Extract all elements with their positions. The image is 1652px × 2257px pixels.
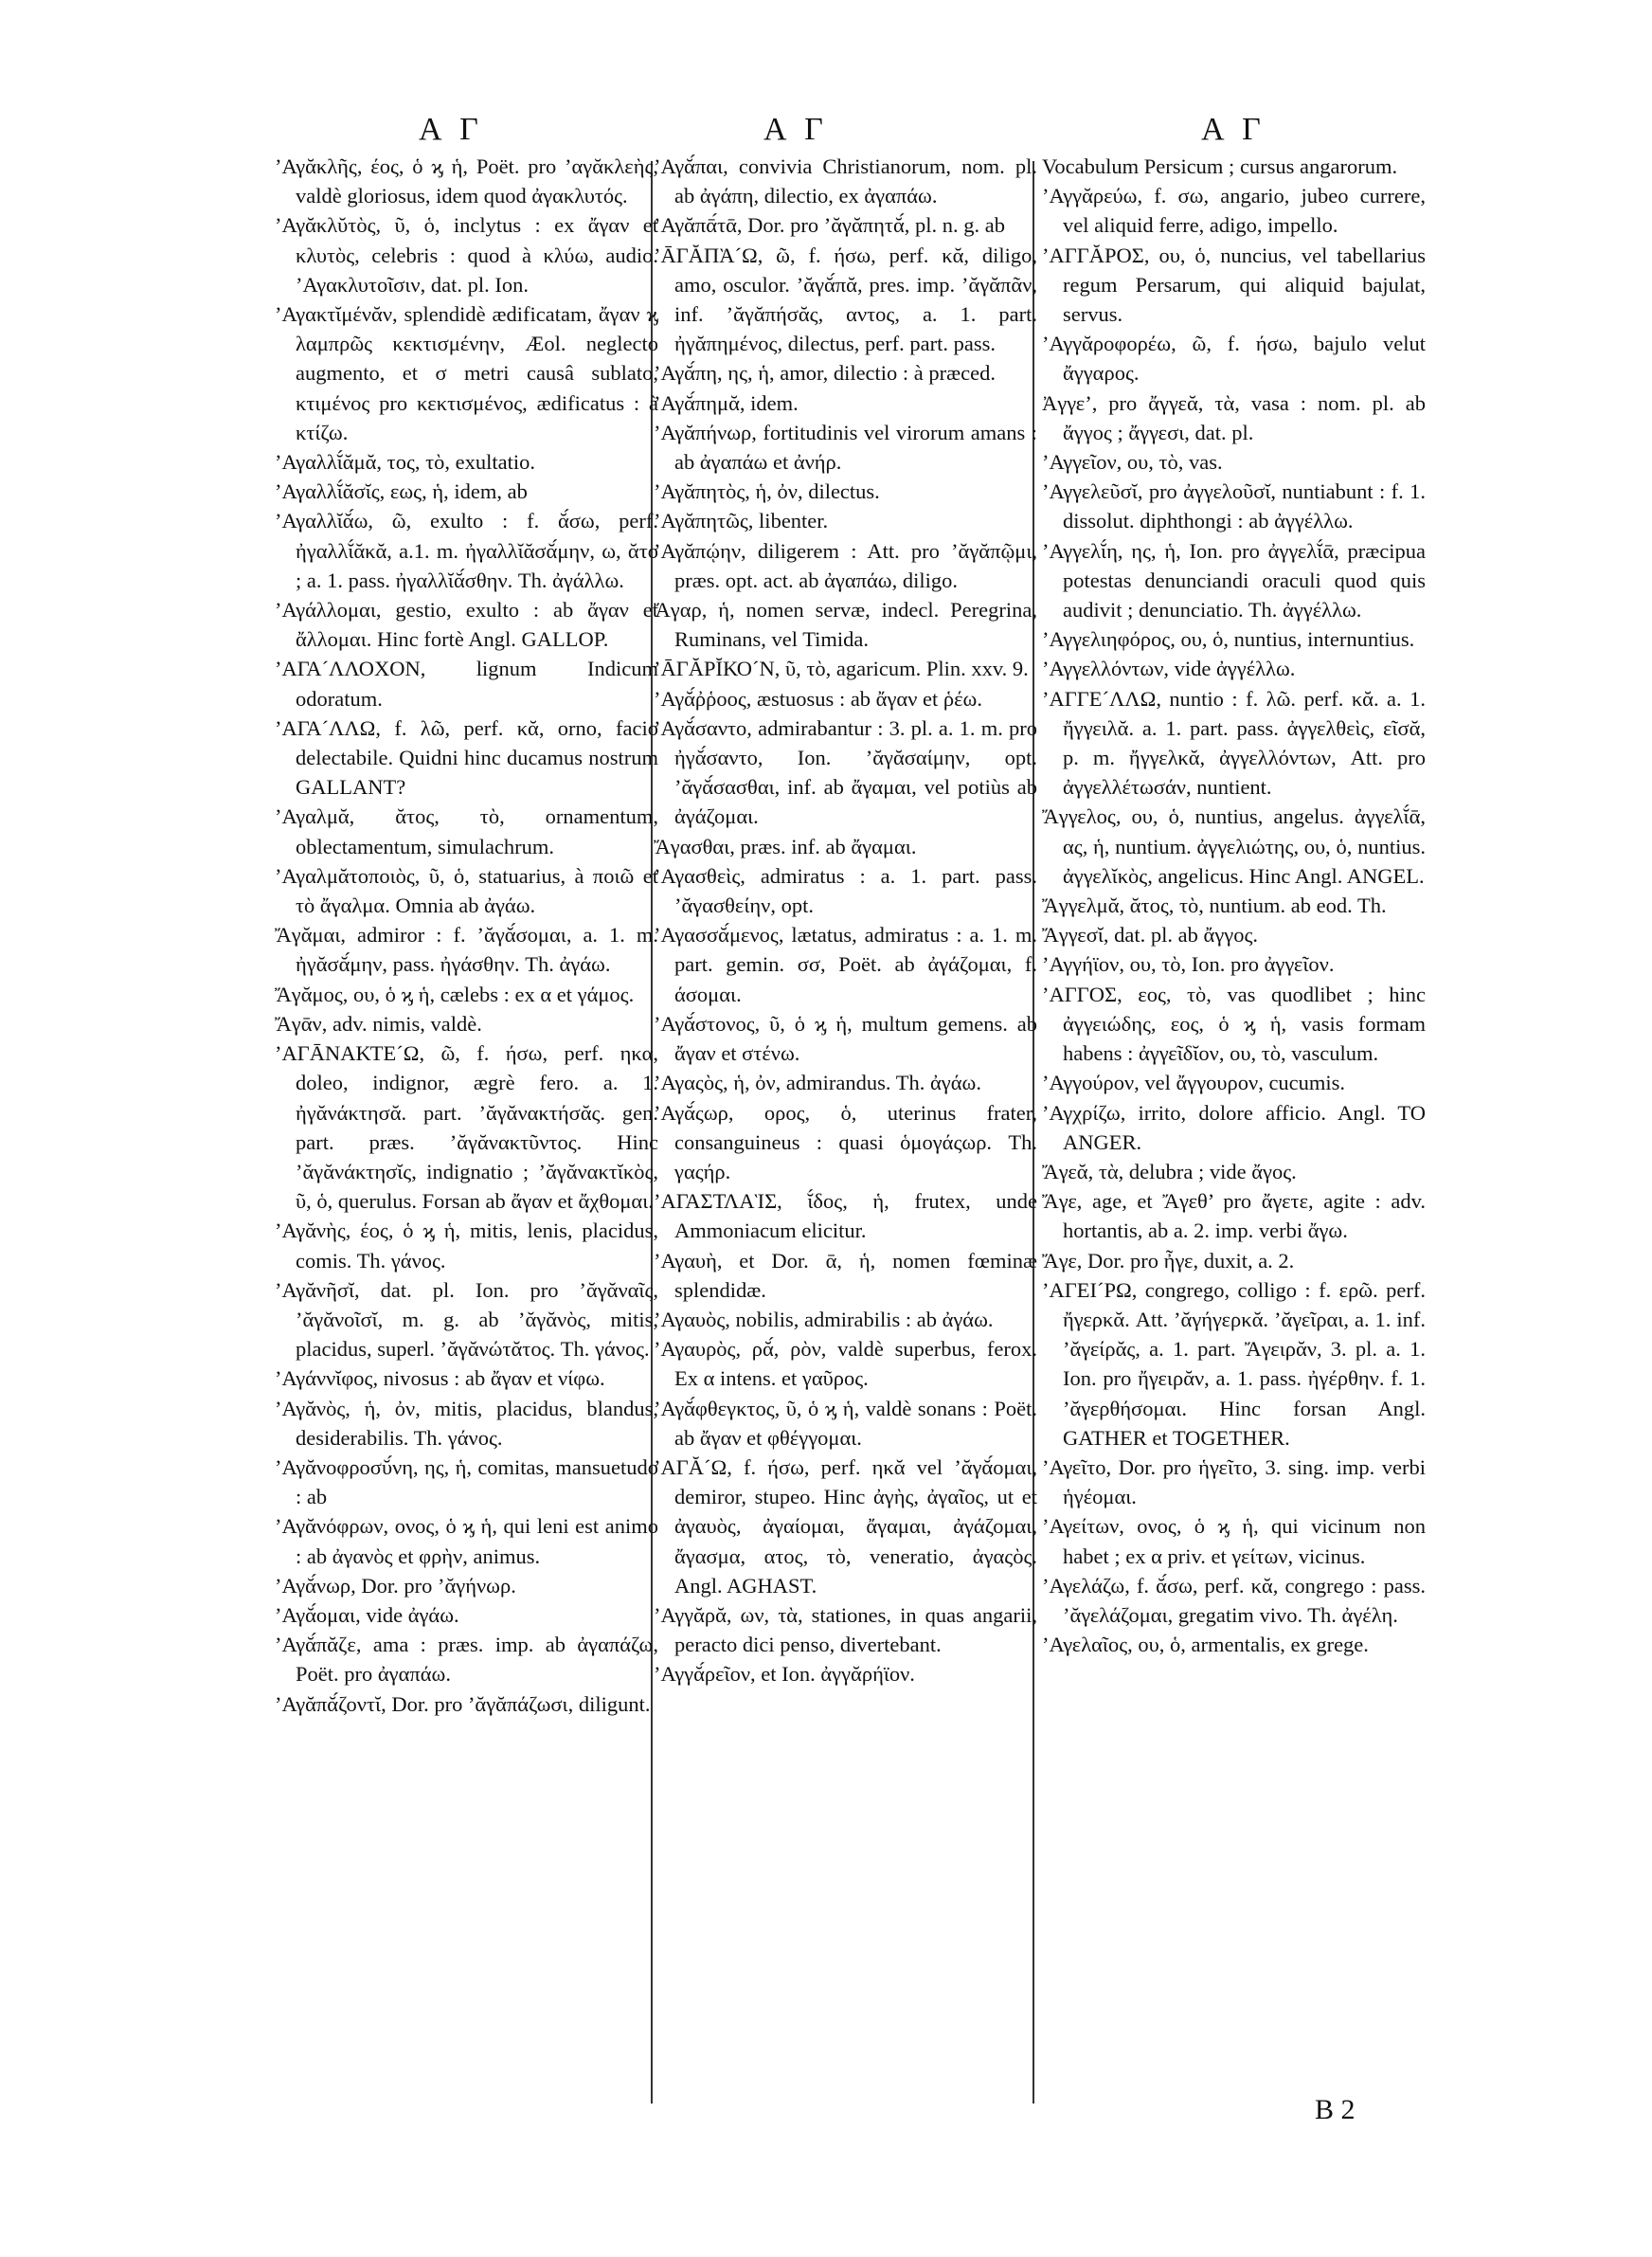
dictionary-entry: ’Αγᾰπᾱ́τᾱ, Dor. pro ’ᾰγᾰπητᾰ́, pl. n. g. ab [654, 213, 1005, 238]
dictionary-entry: ’Αγαςὸς, ἡ, ὀν, admirandus. Th. ἀγάω. [654, 1071, 981, 1095]
dictionary-entry: Ἀγγε’, pro ἄγγεᾰ, τὰ, vasa : nom. pl. ab ἄγγος ; ἄγγεσι, dat. pl. [1042, 390, 1426, 444]
dictionary-entry: ’Αγᾰνόφρων, ονος, ὁ ϗ ἡ, qui leni est animo : ab ἀγανὸς et φρὴν, animus. [275, 1514, 658, 1568]
dictionary-entry: ’Αγᾰ́ομαι, vide ἀγάω. [275, 1602, 459, 1627]
dictionary-entry: ’ΑΓΓΕ´ΛΛΩ, nuntio : f. λῶ. perf. κᾰ. a. 1. ἤγγειλᾰ. a. 1. part. pass. ἀγγελθεὶς, εῖσᾰ, p. m. ἤγγελκᾰ, ἀγγελλόντων, Att. pro ἀγγελλέτωσάν, nuntient. [1042, 686, 1426, 800]
dictionary-entry: ’Αγαλμᾰτοποιὸς, ῦ, ὁ, statuarius, à ποιῶ et τὸ ἄγαλμα. Omnia ab ἀγάω. [275, 863, 658, 918]
dictionary-entry: ’Αγασθεὶς, admiratus : a. 1. part. pass. ’ᾰγασθείην, opt. [654, 863, 1037, 918]
dictionary-entry: ’Αγχρίζω, irrito, dolore afficio. Angl. TO ANGER. [1042, 1100, 1426, 1154]
dictionary-entry: ’Αγάλλομαι, gestio, exulto : ab ἄγαν et ἄλλομαι. Hinc fortè Angl. GALLOP. [275, 598, 658, 652]
dictionary-entry: ’Αγᾰνῆσῐ, dat. pl. Ion. pro ’ᾰγᾰναῖς, ’ᾰγᾰνοῖσῐ, m. g. ab ’ᾰγᾰνὸς, mitis, placidus, superl. ’ᾰγᾰνώτᾰτος. Th. γάνος. [275, 1277, 658, 1362]
dictionary-entry: ’Αγᾰνοφροσῠ́νη, ης, ἡ, comitas, mansuetudo : ab [275, 1454, 658, 1509]
dictionary-entry: ’ΑΓᾸ´Ω, f. ήσω, perf. ηκᾰ vel ’ᾰγᾰ́ομαι, demiror, stupeo. Hinc ἀγὴς, ἀγαῖος, ut et ἀγαυὸς, ἀγαίομαι, ἄγαμαι, ἀγάζομαι, ἄγασμα, ατος, τὸ, veneratio, ἀγαςὸς. Angl. AGHAST. [654, 1454, 1037, 1598]
dictionary-entry: ’Αγᾰνὸς, ἡ, ὀν, mitis, placidus, blandus, desiderabilis. Th. γάνος. [275, 1396, 658, 1450]
dictionary-entry: Ἄγασθαι, præs. inf. ab ἄγαμαι. [654, 834, 917, 858]
dictionary-entry: Ἄγᾰμος, ου, ὁ ϗ ἡ, cælebs : ex α et γάμος. [275, 982, 635, 1006]
dictionary-entry: ’Αγαλλῐᾰ́ω, ῶ, exulto : f. ᾰ́σω, perf. ἠγαλλῐ́ᾰκᾰ, a.1. m. ἠγαλλῐᾰσᾰ́μην, ω, ᾰτο ; a. 1. pass. ἠγαλλῐᾰ́σθην. Th. ἀγάλλω. [275, 509, 658, 592]
dictionary-entry: ’Αγγᾰρᾰ, ων, τὰ, stationes, in quas angarii, peracto dici penso, divertebant. [654, 1602, 1037, 1657]
column-header-right: Α Γ [1201, 112, 1266, 147]
dictionary-entry: ’ΑΓΑ´ΛΛΩ, f. λῶ, perf. κᾰ, orno, facio delectabile. Quidni hinc ducamus nostrum GALLANT? [275, 715, 658, 800]
dictionary-entry: ’Αγαυρὸς, ρᾰ́, ρὸν, valdè superbus, ferox. Ex α intens. et γαῦρος. [654, 1337, 1037, 1391]
dictionary-entry: ’Αγᾰνὴς, έος, ὁ ϗ ἡ, mitis, lenis, placidus, comis. Th. γάνος. [275, 1219, 658, 1273]
dictionary-entry: ’Αγᾰ́φθεγκτος, ῦ, ὁ ϗ ἡ, valdè sonans : Poët. ab ἄγαν et φθέγγομαι. [654, 1396, 1037, 1450]
dictionary-entry: Ἄγαρ, ἡ, nomen servæ, indecl. Peregrina, Ruminans, vel Timida. [654, 598, 1037, 652]
column-header-left: Α Γ [419, 112, 484, 147]
dictionary-entry: ’Αγγούρον, vel ἄγγουρον, cucumis. [1042, 1071, 1346, 1095]
dictionary-entry: ’ΑΓΕΙ´ΡΩ, congrego, colligo : f. ερῶ. perf. ἤγερκᾰ. Att. ’ᾰγήγερκᾰ. ’ᾰγεῖραι, a. 1. inf. ’ᾰγείρᾰς, a. 1. part. Ἄγειρᾰν, 3. pl. a. 1. Ion. pro ἤγειρᾰν, a. 1. pass. ἠγέρθην. f. 1. ’ᾰγερθήσομαι. Hinc forsan Angl. GATHER et TOGETHER. [1042, 1277, 1426, 1450]
dictionary-entry: ’Αγᾰ́πᾰζε, ama : præs. imp. ab ἀγαπάζω, Poët. pro ἀγαπάω. [275, 1633, 658, 1687]
dictionary-entry: ’Αγακτῐμένᾰν, splendidè ædificatam, ἄγαν ϗ λαμπρῶς κεκτισμένην, Æol. neglecto augmento, et σ metri causâ sublato, κτιμένος pro κεκτισμένος, ædificatus : à κτίζω. [275, 302, 658, 444]
column-header-middle: Α Γ [763, 112, 829, 147]
dictionary-entry: ’Αγελάζω, f. ᾰ́σω, perf. κᾰ, congrego : pass. ’ᾰγελάζομαι, gregatim vivo. Th. ἀγέλη. [1042, 1573, 1426, 1627]
column-middle [654, 152, 1037, 1689]
dictionary-entry: ’Αγεῖτο, Dor. pro ἡγεῖτο, 3. sing. imp. verbi ἡγέομαι. [1042, 1454, 1426, 1509]
dictionary-entry: ’Αγᾰκλῠτὸς, ῦ, ὁ, inclytus : ex ἄγαν et κλυτὸς, celebris : quod à κλύω, audio. ’Αγακλυτοῖσιν, dat. pl. Ion. [275, 213, 658, 297]
dictionary-entry: ’Αγγᾰροφορέω, ῶ, f. ήσω, bajulo velut ἄγγαρος. [1042, 332, 1426, 386]
dictionary-entry: ’Αγείτων, ονος, ὁ ϗ ἡ, qui vicinum non habet ; ex α priv. et γείτων, vicinus. [1042, 1514, 1426, 1568]
dictionary-entry: ’ΑΓΑ´ΛΛΟΧΟΝ, lignum Indicum odoratum. [275, 657, 658, 711]
dictionary-entry: ’ΑΓΓᾸΡΟΣ, ου, ὁ, nuncius, vel tabellarius regum Persarum, qui aliquid bajulat, servus. [1042, 243, 1426, 327]
dictionary-entry: Ἄγγεσῐ, dat. pl. ab ἄγγος. [1042, 923, 1258, 948]
dictionary-entry: ’Αγελαῖος, ου, ὁ, armentalis, ex grege. [1042, 1633, 1369, 1657]
dictionary-entry: ’Αγγήϊον, ου, τὸ, Ion. pro ἀγγεῖον. [1042, 952, 1335, 977]
dictionary-entry: ’Αγγελιηφόρος, ου, ὁ, nuntius, internuntius. [1042, 627, 1415, 652]
dictionary-entry: ’Αγγᾰρεύω, f. σω, angario, jubeo currere, vel aliquid ferre, adigo, impello. [1042, 184, 1426, 238]
dictionary-entry: Ἄγε, age, et Ἄγεθ’ pro ἄγετε, agite : adv. hortantis, ab a. 2. imp. verbi ἄγω. [1042, 1189, 1426, 1243]
dictionary-entry: Ἄγᾰμαι, admiror : f. ’ᾰγᾰ́σομαι, a. 1. m. ἠγᾰσᾰ́μην, pass. ἠγάσθην. Th. ἀγάω. [275, 923, 658, 977]
dictionary-entry: ’ᾹΓᾸΡῘΚΟ´Ν, ῦ, τὸ, agaricum. Plin. xxv. 9. [654, 657, 1029, 681]
dictionary-entry: Ἄγγελος, ου, ὁ, nuntius, angelus. ἀγγελῐ́ᾱ, ας, ἡ, nuntium. ἀγγελιώτης, ου, ὁ, nuntius. ἀγγελῐκὸς, angelicus. Hinc Angl. ANGEL. [1042, 804, 1426, 888]
dictionary-entry: ’Αγᾰπᾰ́ζοντῐ, Dor. pro ’ᾰγᾰπάζωσι, diligunt. [275, 1691, 651, 1716]
dictionary-entry: ’Αγᾰ́πη, ης, ἡ, amor, dilectio : à præced. [654, 361, 997, 386]
dictionary-entry: ’Αγᾰπῴην, diligerem : Att. pro ’ᾰγᾰπῷμι, præs. opt. act. ab ἀγαπάω, diligo. [654, 538, 1037, 592]
dictionary-entry: ’Αγᾰπήνωρ, fortitudinis vel virorum amans : ab ἀγαπάω et ἀνήρ. [654, 420, 1037, 475]
dictionary-entry: ’Αγᾰ́ςωρ, ορος, ὁ, uterinus frater, consanguineus : quasi ὁμογάςωρ. Th. γαςήρ. [654, 1100, 1037, 1183]
dictionary-entry: Ἄγγελμᾰ, ᾰτος, τὸ, nuntium. ab eod. Th. [1042, 894, 1387, 918]
dictionary-entry: ’Αγγᾰ́ρεῖον, et Ion. ἀγγᾰρήϊον. [654, 1662, 915, 1687]
signature-mark: B 2 [1315, 2094, 1356, 2125]
dictionary-entry: ’Αγᾰ́σαντο, admirabantur : 3. pl. a. 1. m. pro ἠγᾰ́σαντο, Ion. ’ᾰγᾰσαίμην, opt. ’ᾰγᾰ́σασθαι, inf. ab ἄγαμαι, vel potiùs ab ἀγάζομαι. [654, 715, 1037, 829]
dictionary-entry: ’Αγγελῐ́η, ης, ἡ, Ion. pro ἀγγελῐ́ᾱ, præcipua potestas denunciandi oraculi quod quis audivit ; denunciatio. Th. ἀγγέλλω. [1042, 538, 1426, 623]
dictionary-entry: ’ΑΓᾹΝΑΚΤΕ´Ω, ῶ, f. ήσω, perf. ηκα, doleo, indignor, ægrè fero. a. 1. ἠγᾰνάκτησᾰ. part. ’ᾰγᾰνακτήσᾰς. gen. part. præs. ’ᾰγᾰνακτῦντος. Hinc ’ᾰγᾰνάκτησῐς, indignatio ; ’ᾰγᾰνακτῐκὸς, ῦ, ὁ, querulus. Forsan ab ἄγαν et ἄχθομαι. [275, 1041, 658, 1214]
dictionary-entry: ’Αγαλλῐ́ᾰμᾰ, τος, τὸ, exultatio. [275, 450, 536, 475]
dictionary-entry: ’Αγαλλῐ́ᾰσῐς, εως, ἡ, idem, ab [275, 479, 528, 504]
dictionary-entry: ’Αγασσᾰ́μενος, lætatus, admiratus : a. 1. m. part. gemin. σσ, Poët. ab ἀγάζομαι, f. άσομαι. [654, 923, 1037, 1006]
dictionary-entry: ’Αγγελλόντων, vide ἀγγέλλω. [1042, 657, 1296, 681]
dictionary-entry: ’Αγᾰπητῶς, libenter. [654, 509, 829, 533]
dictionary-entry: ’Αγγελεῦσῐ, pro ἀγγελοῦσῐ, nuntiabunt : f. 1. dissolut. diphthongi : ab ἀγγέλλω. [1042, 479, 1426, 533]
dictionary-entry: ’Αγάννῐφος, nivosus : ab ἄγαν et νίφω. [275, 1366, 605, 1391]
dictionary-entry: ’Αγαλμᾰ, ᾰτος, τὸ, ornamentum, oblectamentum, simulachrum. [275, 804, 658, 858]
dictionary-entry: ’Αγγεῖον, ου, τὸ, vas. [1042, 450, 1223, 475]
dictionary-entry: Ἄγᾱν, adv. nimis, valdè. [275, 1011, 482, 1036]
dictionary-entry: ’Αγᾰπητὸς, ἡ, ὀν, dilectus. [654, 479, 880, 504]
dictionary-entry: ’Αγαυὴ, et Dor. ᾱ, ἡ, nomen fœminæ splendidæ. [654, 1248, 1037, 1302]
dictionary-entry: ’Αγᾰ́νωρ, Dor. pro ’ᾰγήνωρ. [275, 1573, 516, 1598]
dictionary-entry: ’Αγᾰ́στονος, ῦ, ὁ ϗ ἡ, multum gemens. ab ἄγαν et στένω. [654, 1011, 1037, 1066]
dictionary-entry: ’ΑΓΑΣΤΛΑῚΣ, ῐ́δος, ἡ, frutex, unde Ammoniacum elicitur. [654, 1189, 1037, 1243]
dictionary-entry: Vocabulum Persicum ; cursus angarorum. [1042, 154, 1398, 178]
dictionary-entry: ’Αγᾰκλῆς, έος, ὁ ϗ ἡ, Poët. pro ’αγᾰκλεὴς, valdè gloriosus, idem quod ἀγακλυτός. [275, 154, 658, 208]
dictionary-entry: ’ΑΓΓΟΣ, εος, τὸ, vas quodlibet ; hinc ἀγγειώδης, εος, ὁ ϗ ἡ, vasis formam habens : ἀγγεῖδῐον, ου, τὸ, vasculum. [1042, 982, 1426, 1066]
dictionary-entry: Ἄγε, Dor. pro ἦγε, duxit, a. 2. [1042, 1248, 1295, 1273]
dictionary-entry: Ἄγεᾰ, τὰ, delubra ; vide ἄγος. [1042, 1159, 1297, 1183]
dictionary-entry: ’Αγᾰ́παι, convivia Christianorum, nom. pl. ab ἀγάπη, dilectio, ex ἀγαπάω. [654, 154, 1037, 208]
dictionary-entry: ’Αγᾰ́πημᾰ, idem. [654, 390, 799, 415]
dictionary-entry: ’Αγαυὸς, nobilis, admirabilis : ab ἀγάω. [654, 1307, 994, 1331]
column-right [1042, 152, 1426, 1659]
column-left [275, 152, 658, 1719]
dictionary-entry: ’Αγᾰ́ῤῥοος, æstuosus : ab ἄγαν et ῥέω. [654, 686, 982, 711]
dictionary-entry: ’ᾹΓᾸΠᾺ´Ω, ῶ, f. ήσω, perf. κᾰ, diligo, amo, osculor. ’ᾰγᾰ́πᾰ, pres. imp. ’ᾰγᾰπᾶν, inf. ’ᾰγᾰπήσᾰς, αντος, a. 1. part. ἠγᾰπημένος, dilectus, perf. part. pass. [654, 243, 1037, 356]
